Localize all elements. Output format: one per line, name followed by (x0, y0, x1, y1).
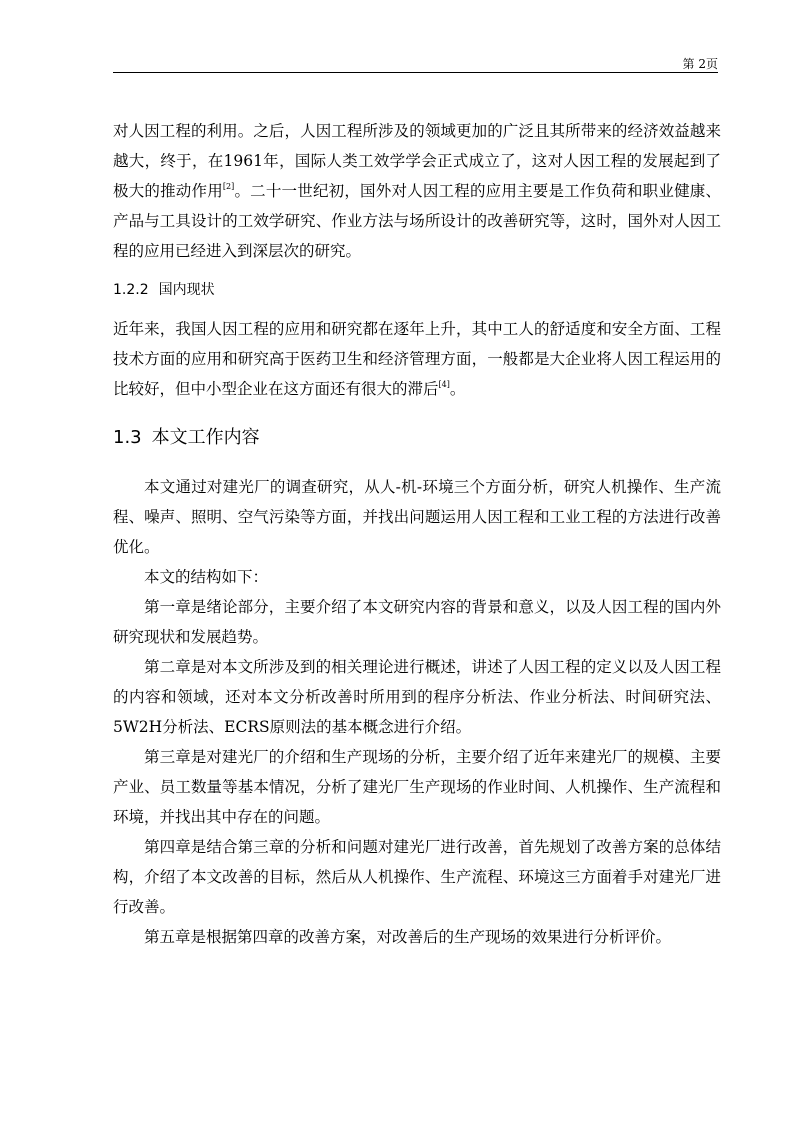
paragraph-structure-intro: 本文的结构如下： (144, 568, 269, 586)
section-heading-1-3 (113, 426, 721, 450)
paragraph-chapter-1: 第一章是绪论部分，主要介绍了本文研究内容的背景和意义，以及人因工程的国内外研究现状和发展趋势。 (113, 598, 721, 646)
citation-ref: [2] (222, 182, 235, 191)
paragraph-text: 。二十一世纪初，国外对人因工程的应用主要是工作负荷和职业健康、产品与工具设计的工效学研究、作业方法与场所设计的改善研究等，这时，国外对人因工程的应用已经进入到深层次的研究。 (113, 182, 721, 260)
heading-number: 1.3 (113, 427, 142, 448)
paragraph-text: 对人因工程的利用。之后，人因工程所涉及的领域更加的广泛且其所带来的经济效益越来越大，终于，在1961年，国际人类工效学学会正式成立了，这对人因工程的发展起到了极大的推动作用 (113, 122, 721, 200)
section-heading-1-2-2 (113, 280, 721, 300)
document-body (113, 116, 721, 952)
page-header (113, 58, 718, 73)
paragraph-work-overview: 本文通过对建光厂的调查研究，从人-机-环境三个方面分析，研究人机操作、生产流程、噪声、照明、空气污染等方面，并找出问题运用人因工程和工业工程的方法进行改善优化。 (113, 478, 721, 556)
paragraph-chapter-3: 第三章是对建光厂的介绍和生产现场的分析，主要介绍了近年来建光厂的规模、主要产业、员工数量等基本情况，分析了建光厂生产现场的作业时间、人机操作、生产流程和环境，并找出其中存在的问题。 (113, 748, 721, 826)
heading-title: 本文工作内容 (151, 427, 260, 448)
paragraph-text: 。 (449, 380, 466, 398)
page-number: 第 2页 (682, 57, 718, 71)
paragraph-chapter-4: 第四章是结合第三章的分析和问题对建光厂进行改善，首先规划了改善方案的总体结构，介绍了本文改善的目标，然后从人机操作、生产流程、环境这三方面着手对建光厂进行改善。 (113, 838, 721, 916)
heading-title: 国内现状 (158, 282, 215, 298)
heading-number: 1.2.2 (113, 282, 149, 298)
paragraph-chapter-5: 第五章是根据第四章的改善方案，对改善后的生产现场的效果进行分析评价。 (144, 928, 672, 946)
paragraph-text: 近年来，我国人因工程的应用和研究都在逐年上升，其中工人的舒适度和安全方面、工程技术方面的应用和研究高于医药卫生和经济管理方面，一般都是大企业将人因工程运用的比较好，但中小型企业在这方面还有很大的滞后 (113, 320, 721, 398)
citation-ref: [4] (438, 380, 450, 389)
paragraph-domestic-status (113, 314, 721, 404)
paragraph-chapter-2: 第二章是对本文所涉及到的相关理论进行概述，讲述了人因工程的定义以及人因工程的内容和领域，还对本文分析改善时所用到的程序分析法、作业分析法、时间研究法、5W2H分析法、ECRS原则法的基本概念进行介绍。 (113, 658, 721, 736)
paragraph-foreign-research (113, 116, 721, 266)
